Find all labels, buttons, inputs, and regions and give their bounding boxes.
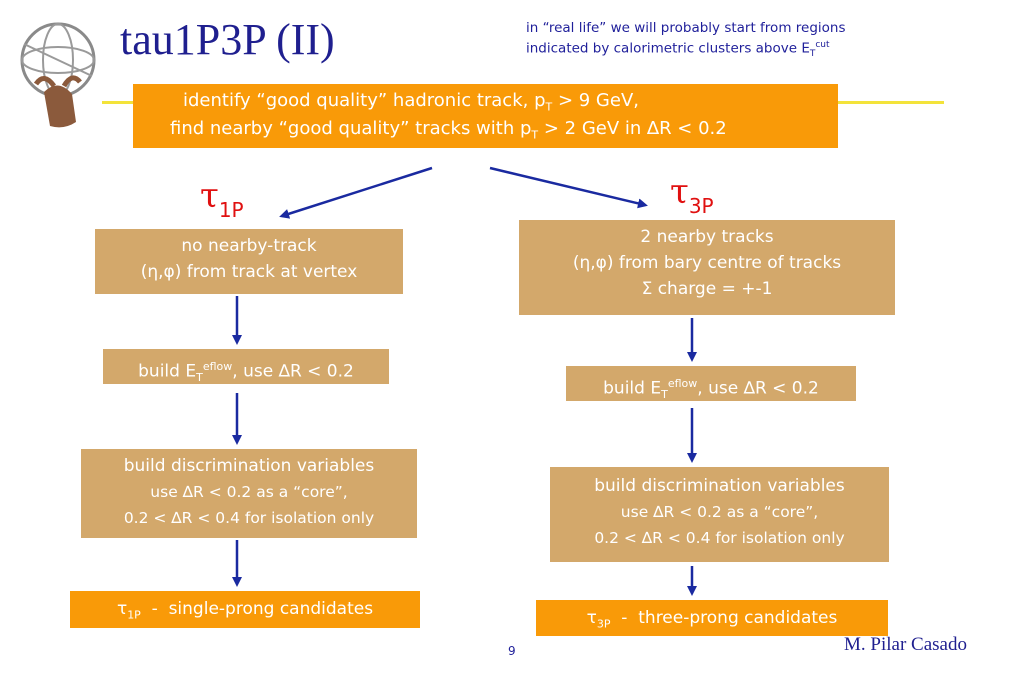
3p-build-eflow-box: build $E_T^{eflow}$, use ∆R < 0.2	[566, 366, 856, 401]
1p-step3-line3: 0.2 < ∆R < 0.4 for isolation only	[123, 509, 375, 527]
3p-nearby-tracks-box	[519, 220, 895, 315]
real-life-note	[526, 20, 846, 63]
3p-step1-line2: (η,φ) from bary centre of tracks	[572, 253, 842, 273]
3p-result-box: $\tau_{3P}$ - three-prong candidates	[536, 600, 888, 636]
seed-track-box	[133, 84, 838, 148]
slide-title: tau1P3P (II)	[120, 15, 335, 64]
page-number: 9	[508, 644, 516, 658]
arrow-to-3p	[490, 168, 645, 205]
accent-line-right	[836, 101, 944, 104]
1p-step1-line2: (η,φ) from track at vertex	[140, 262, 358, 282]
3p-discrimination-box	[550, 467, 889, 562]
note-line-2: indicated by calorimetric clusters above $E_T^{cut}$	[526, 40, 830, 60]
1p-step1-line1: no nearby-track	[181, 236, 317, 256]
1p-step3-line1: build discrimination variables	[123, 456, 375, 476]
seed-line-1: identify “good quality” hadronic track, $p_T > 9$ GeV,	[183, 90, 639, 114]
1p-discrimination-box	[81, 449, 417, 538]
1p-build-eflow-box: build $E_T^{eflow}$, use ∆R < 0.2	[103, 349, 389, 384]
seed-line-2: find nearby “good quality” tracks with $p_T > 2$ GeV in ∆R < 0.2	[170, 118, 727, 142]
author-name: M. Pilar Casado	[844, 634, 967, 655]
3p-step3-line2: use ∆R < 0.2 as a “core”,	[620, 503, 819, 521]
3p-step1-line3: Σ charge = +-1	[641, 279, 773, 299]
atlas-logo-icon	[14, 14, 106, 132]
arrow-to-1p	[282, 168, 432, 216]
1p-result-box: $\tau_{1P}$ - single-prong candidates	[70, 591, 420, 628]
3p-step3-line1: build discrimination variables	[594, 476, 845, 496]
3p-step3-line3: 0.2 < ∆R < 0.4 for isolation only	[594, 529, 845, 547]
3p-step1-line1: 2 nearby tracks	[640, 227, 774, 247]
tau-3p-heading: $\tau_{3P}$	[670, 172, 714, 218]
1p-no-nearby-track-box	[95, 229, 403, 294]
1p-step3-line2: use ∆R < 0.2 as a “core”,	[150, 483, 348, 501]
note-line-1: in “real life” we will probably start from regions	[526, 20, 846, 36]
tau-1p-heading: $\tau_{1P}$	[200, 176, 244, 222]
